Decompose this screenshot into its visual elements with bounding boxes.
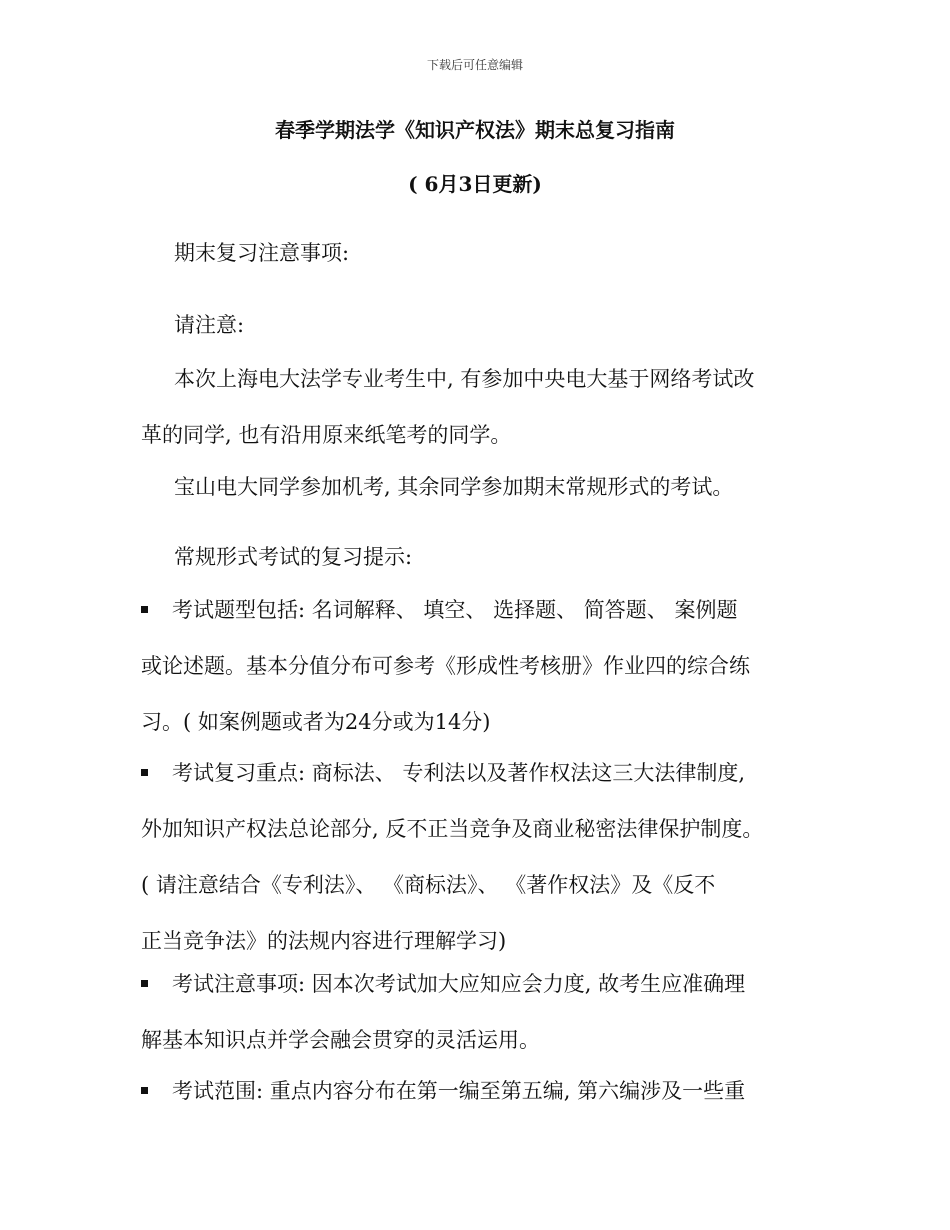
- paragraph-baoshan: 宝山电大同学参加机考, 其余同学参加期末常规形式的考试。: [174, 475, 734, 499]
- bullet-exam-notes: [141, 956, 813, 1068]
- bullet-line: 正当竞争法》的法规内容进行理解学习): [141, 929, 507, 953]
- paragraph-line: 革的同学, 也有沿用原来纸笔考的同学。: [141, 423, 512, 447]
- bullet-review-focus: [141, 745, 813, 969]
- document-title: 春季学期法学《知识产权法》期末总复习指南: [275, 118, 675, 142]
- paragraph-exam-groups: [141, 351, 813, 463]
- bullet-line: 考试复习重点: 商标法、 专利法以及著作权法这三大法律制度,: [172, 761, 746, 785]
- bullet-line: 习。( 如案例题或者为24分或为14分): [141, 710, 491, 734]
- header-note: 下载后可任意编辑: [426, 58, 523, 72]
- bullet-square-icon: [141, 980, 148, 987]
- bullet-line: 考试范围: 重点内容分布在第一编至第五编, 第六编涉及一些重: [172, 1079, 746, 1103]
- bullet-line: 或论述题。基本分值分布可参考《形成性考核册》作业四的综合练: [141, 654, 750, 678]
- attention-label: 请注意:: [174, 313, 245, 337]
- bullet-line: 考试题型包括: 名词解释、 填空、 选择题、 简答题、 案例题: [172, 598, 738, 622]
- bullet-line: 解基本知识点并学会融会贯穿的灵活运用。: [141, 1028, 540, 1052]
- update-date: ( 6月3日更新): [408, 172, 542, 196]
- tips-heading: 常规形式考试的复习提示:: [174, 545, 413, 569]
- paragraph-line: 本次上海电大法学专业考生中, 有参加中央电大基于网络考试改: [174, 367, 755, 391]
- bullet-line: ( 请注意结合《专利法》、 《商标法》、 《著作权法》及《反不: [141, 873, 716, 897]
- bullet-line: 考试注意事项: 因本次考试加大应知应会力度, 故考生应准确理: [172, 972, 746, 996]
- bullet-square-icon: [141, 606, 148, 613]
- notice-heading: 期末复习注意事项:: [174, 241, 350, 265]
- bullet-square-icon: [141, 1087, 148, 1094]
- bullet-square-icon: [141, 769, 148, 776]
- bullet-line: 外加知识产权法总论部分, 反不正当竞争及商业秘密法律保护制度。: [141, 817, 764, 841]
- bullet-question-types: [141, 582, 813, 750]
- bullet-exam-scope: [141, 1063, 813, 1119]
